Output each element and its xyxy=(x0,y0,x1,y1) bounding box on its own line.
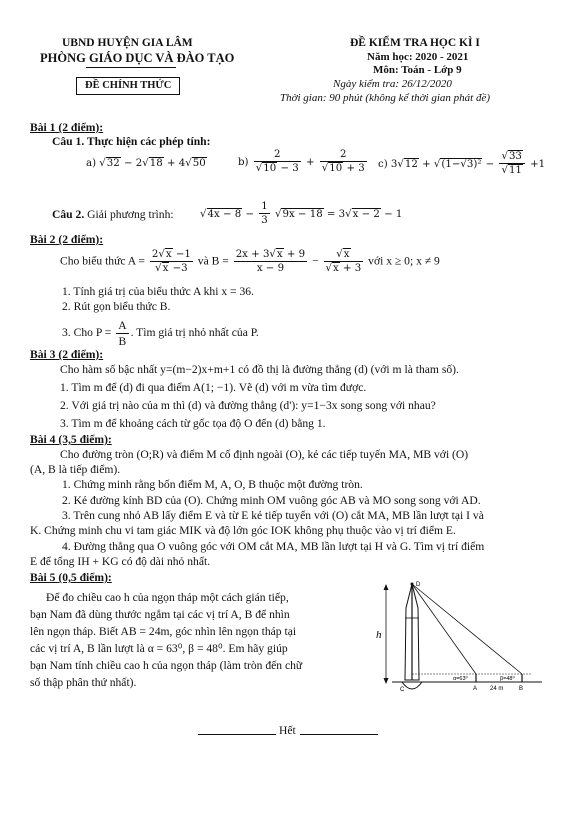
bai3-q2: 2. Với giá trị nào của m thì (d) và đường thẳng (d'): y=1−3x song song với nhau? xyxy=(60,399,436,412)
bai1-equation: √4x − 8 − $\frac{1}{3}$ √9x − 18 = 3√x − 2 − 1 xyxy=(200,201,403,227)
bai5-line1: Để đo chiều cao h của ngọn tháp một cách gián tiếp, xyxy=(46,591,289,604)
district-name: UBND HUYỆN GIA LÂM xyxy=(62,37,193,49)
bai5-line5: bạn Nam tính chiều cao h của ngọn tháp (làm tròn đến chữ xyxy=(30,659,303,672)
height-arrow-top xyxy=(384,584,389,590)
duration: Thời gian: 90 phút (không kể thời gian phát đề) xyxy=(280,92,491,104)
footer-line-right xyxy=(300,734,378,735)
bai4-q3a: 3. Trên cung nhỏ AB lấy điểm E và từ E kẻ tiếp tuyến với (O) cắt MA, MB lần lượt tại I và xyxy=(62,509,484,522)
label-D: D xyxy=(416,582,421,588)
school-year: Năm học: 2020 - 2021 xyxy=(367,51,469,63)
bai5-title: Bài 5 (0,5 điểm): xyxy=(30,571,112,584)
footer-line-left xyxy=(198,734,276,735)
official-box: ĐỀ CHÍNH THỨC xyxy=(76,77,180,95)
bai3-title: Bài 3 (2 điểm): xyxy=(30,348,104,361)
bai1-expr-b: b) $\frac{2}{√10 - 3}$ + $\frac{2}{√10 + 3}$ xyxy=(238,149,365,175)
bai4-q2: 2. Kẻ đường kính BD của (O). Chứng minh OM vuông góc AB và MO song song với AD. xyxy=(62,494,481,507)
bai5-line3: lên ngọn tháp. Biết AB = 24m, góc nhìn lên ngọn tháp tại xyxy=(30,625,297,638)
bai3-intro: Cho hàm số bậc nhất y=(m−2)x+m+1 có đồ thị là đường thẳng (d) (với m là tham số). xyxy=(60,363,459,376)
subject: Môn: Toán - Lớp 9 xyxy=(373,64,462,76)
bai4-intro1: Cho đường tròn (O;R) và điểm M cố định ngoài (O), kẻ các tiếp tuyến MA, MB với (O) xyxy=(60,448,469,461)
bai2-q3: 3. Cho P = $\frac{A}{B}$ . Tìm giá trị nhỏ nhất của P. xyxy=(62,319,259,349)
header-underline xyxy=(86,67,176,68)
bai2-title: Bài 2 (2 điểm): xyxy=(30,233,104,246)
bai2-q2: 2. Rút gọn biểu thức B. xyxy=(62,300,171,313)
bai5-line2: bạn Nam đã dùng thước ngắm tại các vị trí A, B để nhìn xyxy=(30,608,290,621)
label-A: A xyxy=(473,686,478,692)
bai5-line6: số thập phân thứ nhất). xyxy=(30,676,137,689)
bai3-q3: 3. Tìm m để khoảng cách từ gốc tọa độ O đến (d) bằng 1. xyxy=(60,417,326,430)
bai4-q3b: K. Chứng minh chu vi tam giác MIK và độ lớn góc IOK không phụ thuộc vào vị trí điểm E. xyxy=(30,524,456,537)
department-name: PHÒNG GIÁO DỤC VÀ ĐÀO TẠO xyxy=(40,51,235,65)
bai4-q1: 1. Chứng minh rằng bốn điểm M, A, O, B thuộc một đường tròn. xyxy=(62,478,363,491)
bai4-title: Bài 4 (3,5 điểm): xyxy=(30,433,112,446)
bai4-intro2: (A, B là tiếp điểm). xyxy=(30,463,121,476)
bai1-expr-a: a) √32 − 2√18 + 4√50 xyxy=(86,158,206,169)
bai4-q4b: E để tổng IH + KG có độ dài nhỏ nhất. xyxy=(30,555,211,568)
label-h: h xyxy=(376,629,382,641)
bai5-line4: các vị trí A, B lần lượt là α = 63⁰, β = 48⁰. Em hãy giúp xyxy=(30,642,288,655)
exam-title: ĐỀ KIỂM TRA HỌC KÌ I xyxy=(350,37,480,49)
bai1-title: Bài 1 (2 điểm): xyxy=(30,121,104,134)
label-beta: β=48⁰ xyxy=(500,676,515,682)
height-arrow-bottom xyxy=(384,678,389,684)
footer-end: Hết xyxy=(279,724,296,737)
bai3-q1: 1. Tìm m để (d) đi qua điểm A(1; −1). Vẽ (d) với m vừa tìm được. xyxy=(60,381,367,394)
bai2-q1: 1. Tính giá trị của biểu thức A khi x = 36. xyxy=(62,285,254,298)
label-ab: 24 m xyxy=(490,686,504,692)
bai2-expressions: Cho biểu thức A = $\frac{2√x -1}{√x -3}$ và B = $\frac{2x + 3√x + 9}{x - 9}$ − $\frac{√x}{√x + 3}$ với x ≥ 0; x ≠ 9 xyxy=(60,249,440,275)
exam-date: Ngày kiểm tra: 26/12/2020 xyxy=(333,78,452,90)
sight-line-b xyxy=(412,584,522,674)
label-B: B xyxy=(519,686,524,692)
bai1-cau2: Câu 2. Giải phương trình: xyxy=(52,208,174,221)
label-C: C xyxy=(400,687,405,693)
label-alpha: α=63⁰ xyxy=(453,676,468,682)
tower-figure xyxy=(372,578,547,698)
bai4-q4a: 4. Đường thẳng qua O vuông góc với OM cắt MA, MB lần lượt tại H và G. Tìm vị trí điểm xyxy=(62,540,485,553)
bai1-expr-c: c) 3√12 + √(1−√3)² − $\frac{√33}{√11}$ +1 xyxy=(378,151,546,177)
bai1-cau1: Câu 1. Thực hiện các phép tính: xyxy=(52,135,211,148)
tower-base xyxy=(402,682,422,689)
tower-top-point xyxy=(411,583,414,586)
